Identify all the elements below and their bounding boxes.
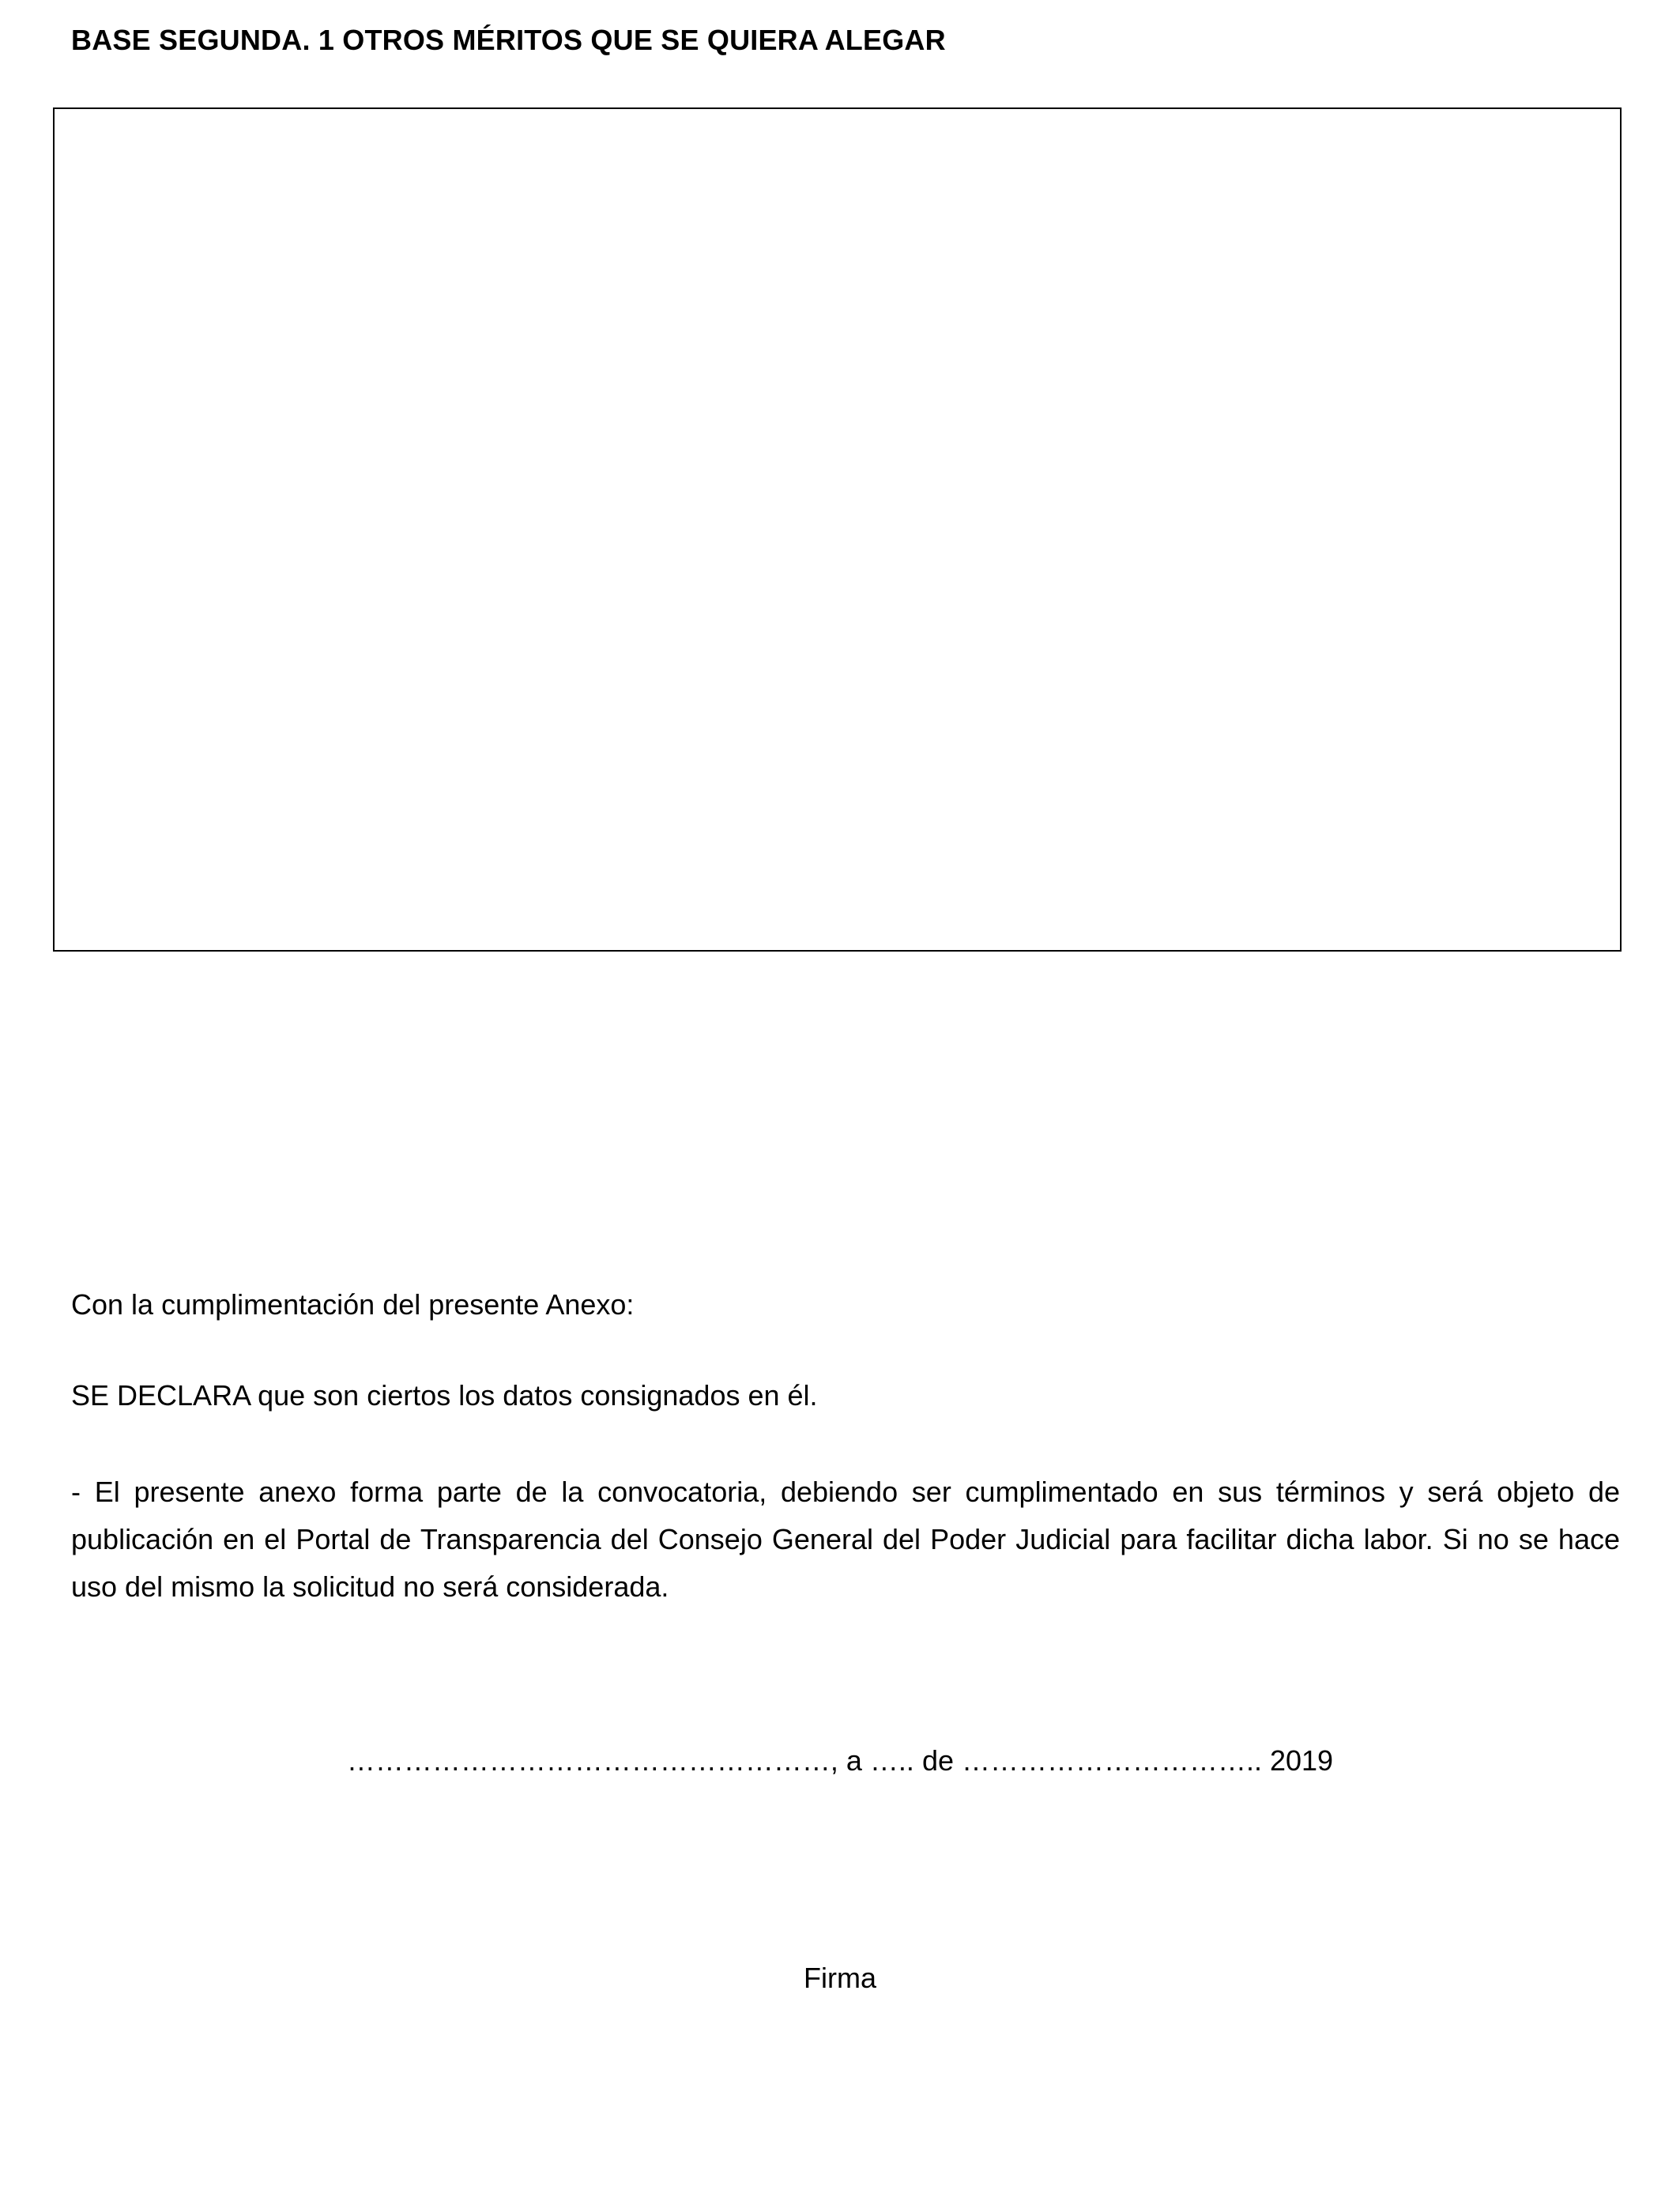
notice-paragraph: - El presente anexo forma parte de la convocatoria, debiendo ser cumplimentado en sus términos y será objeto de publicación en el Portal de Transparencia del Consejo General del Poder Judicial para facilitar dicha labor. Si no se hace uso del mismo la solicitud no será considerada. [71,1476,1620,1603]
place-date-line: ……………………………………………, a ….. de ………………………….. 2019 [346,1744,1334,1777]
signature-label: Firma [804,1962,876,1994]
section-heading: BASE SEGUNDA. 1 OTROS MÉRITOS QUE SE QUIERA ALEGAR [71,24,946,56]
declaration-text: SE DECLARA que son ciertos los datos consignados en él. [71,1379,818,1412]
intro-text: Con la cumplimentación del presente Anexo: [71,1288,635,1321]
merits-entry-box[interactable] [53,107,1622,952]
